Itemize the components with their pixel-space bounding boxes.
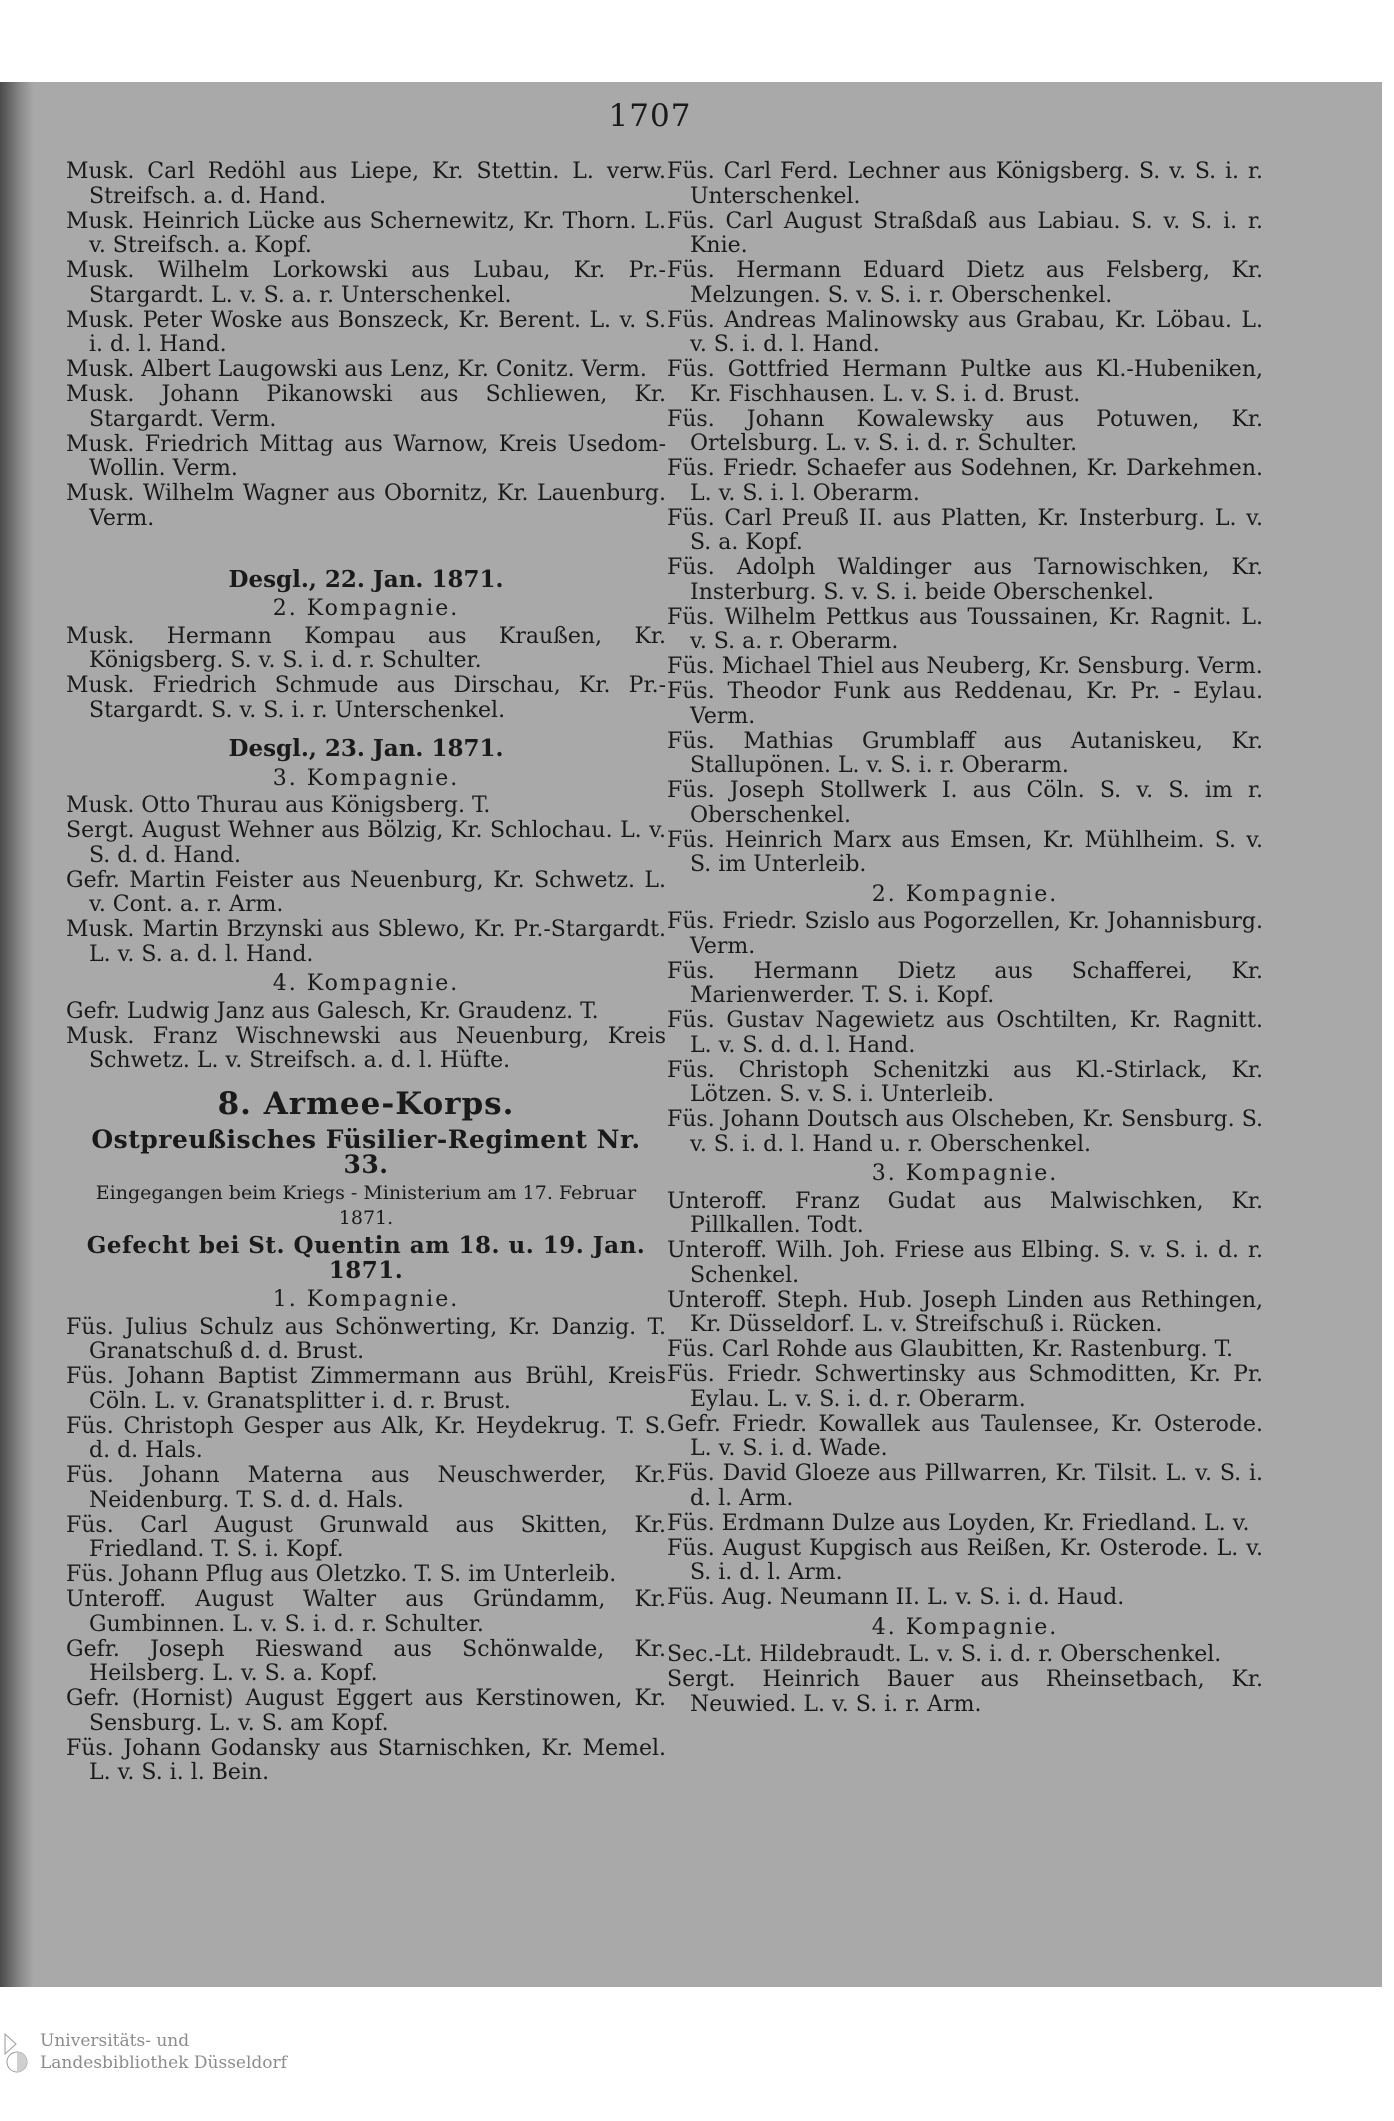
left-column — [66, 160, 666, 1786]
company-line: 1. Kompagnie. — [272, 1287, 460, 1312]
casualty-entry: Füs. Johann Pflug aus Oletzko. T. S. im Unterleib. — [66, 1562, 617, 1587]
library-name-line2: Landesbibliothek Düsseldorf — [40, 2053, 287, 2073]
casualty-entry: Füs. Carl Rohde aus Glaubitten, Kr. Rastenburg. T. — [667, 1337, 1234, 1362]
casualty-entry: Musk. Johann Pikanowski aus Schliewen, Kr. Stargardt. Verm. — [66, 382, 666, 432]
casualty-entry: Füs. Johann Godansky aus Starnischken, Kr. Memel. L. v. S. i. l. Bein. — [66, 1735, 666, 1785]
ulb-logo-icon — [2, 2030, 32, 2074]
casualty-entry: Unteroff. Franz Gudat aus Malwischken, Kr. Pillkallen. Todt. — [667, 1188, 1263, 1238]
received-line: Eingegangen beim Kriegs - Ministerium am 17. Februar 1871. — [95, 1182, 637, 1229]
casualty-entry: Füs. Christoph Schenitzki aus Kl.-Stirlack, Kr. Lötzen. S. v. S. i. Unterleib. — [667, 1057, 1263, 1107]
right-column — [667, 160, 1263, 1718]
corps-line: 8. Armee-Korps. — [217, 1085, 515, 1122]
casualty-entry: Füs. Carl August Grunwald aus Skitten, Kr. Friedland. T. S. i. Kopf. — [66, 1512, 666, 1562]
heading-line: Desgl., 22. Jan. 1871. — [228, 565, 504, 593]
casualty-entry: Füs. Friedr. Schwertinsky aus Schmoditten, Kr. Pr. Eylau. L. v. S. i. d. r. Oberarm. — [667, 1362, 1263, 1412]
casualty-entry: Gefr. Friedr. Kowallek aus Taulensee, Kr. Osterode. L. v. S. i. d. Wade. — [667, 1411, 1263, 1461]
casualty-entry: Füs. Wilhelm Pettkus aus Toussainen, Kr. Ragnit. L. v. S. a. r. Oberarm. — [667, 604, 1263, 654]
library-name — [40, 2030, 287, 2074]
casualty-entry: Musk. Wilhelm Lorkowski aus Lubau, Kr. Pr.-Stargardt. L. v. S. a. r. Unterschenkel. — [66, 258, 666, 308]
casualty-entry: Unteroff. August Walter aus Gründamm, Kr. Gumbinnen. L. v. S. i. d. r. Schulter. — [66, 1587, 666, 1637]
casualty-entry: Füs. Aug. Neumann II. L. v. S. i. d. Haud. — [667, 1585, 1125, 1610]
casualty-entry: Füs. David Gloeze aus Pillwarren, Kr. Tilsit. L. v. S. i. d. l. Arm. — [667, 1461, 1263, 1511]
company-line: 2. Kompagnie. — [871, 881, 1059, 907]
casualty-entry: Musk. Hermann Kompau aus Kraußen, Kr. Königsberg. S. v. S. i. d. r. Schulter. — [66, 623, 666, 673]
casualty-entry: Füs. Heinrich Marx aus Emsen, Kr. Mühlheim. S. v. S. im Unterleib. — [667, 827, 1263, 877]
casualty-entry: Unteroff. Steph. Hub. Joseph Linden aus Rethingen, Kr. Düsseldorf. L. v. Streifschuß i. Rücken. — [667, 1287, 1263, 1337]
company-line: 4. Kompagnie. — [272, 971, 460, 996]
battle-line: Gefecht bei St. Quentin am 18. u. 19. Jan. 1871. — [86, 1232, 646, 1284]
casualty-entry: Sergt. Heinrich Bauer aus Rheinsetbach, Kr. Neuwied. L. v. S. i. r. Arm. — [667, 1667, 1263, 1717]
casualty-entry: Musk. Heinrich Lücke aus Schernewitz, Kr. Thorn. L. v. Streifsch. a. Kopf. — [66, 208, 666, 258]
casualty-entry: Musk. Franz Wischnewski aus Neuenburg, Kreis Schwetz. L. v. Streifsch. a. d. l. Hüfte. — [66, 1023, 666, 1073]
company-line: 2. Kompagnie. — [272, 596, 460, 621]
casualty-entry: Füs. Friedr. Szislo aus Pogorzellen, Kr. Johannisburg. Verm. — [667, 909, 1263, 959]
company-line: 3. Kompagnie. — [272, 765, 460, 791]
casualty-entry: Gefr. Joseph Rieswand aus Schönwalde, Kr. Heilsberg. L. v. S. a. Kopf. — [66, 1636, 666, 1686]
casualty-entry: Füs. Gustav Nagewietz aus Oschtilten, Kr. Ragnitt. L. v. S. d. d. l. Hand. — [667, 1008, 1263, 1058]
casualty-entry: Musk. Friedrich Mittag aus Warnow, Kreis Usedom-Wollin. Verm. — [66, 431, 666, 481]
spacer-line — [66, 532, 666, 554]
library-name-line1: Universitäts- und — [40, 2031, 190, 2051]
casualty-entry: Füs. Carl Ferd. Lechner aus Königsberg. S. v. S. i. r. Unterschenkel. — [667, 159, 1263, 209]
casualty-entry: Sec.-Lt. Hildebraudt. L. v. S. i. d. r. Oberschenkel. — [667, 1642, 1222, 1667]
casualty-entry: Füs. Johann Kowalewsky aus Potuwen, Kr. Ortelsburg. L. v. S. i. d. r. Schulter. — [667, 406, 1263, 456]
regiment-line: Ostpreußisches Füsilier-Regiment Nr. 33. — [91, 1125, 641, 1179]
casualty-entry: Unteroff. Wilh. Joh. Friese aus Elbing. S. v. S. i. d. r. Schenkel. — [667, 1238, 1263, 1288]
casualty-entry: Füs. Gottfried Hermann Pultke aus Kl.-Hubeniken, Kr. Fischhausen. L. v. S. i. d. Brust. — [667, 357, 1263, 407]
casualty-entry: Füs. Erdmann Dulze aus Loyden, Kr. Friedland. L. v. — [667, 1510, 1250, 1536]
casualty-entry: Füs. August Kupgisch aus Reißen, Kr. Osterode. L. v. S. i. d. l. Arm. — [667, 1535, 1263, 1585]
page-number: 1707 — [608, 98, 692, 134]
casualty-entry: Füs. Theodor Funk aus Reddenau, Kr. Pr. - Eylau. Verm. — [667, 679, 1263, 729]
casualty-entry: Füs. Andreas Malinowsky aus Grabau, Kr. Löbau. L. v. S. i. d. l. Hand. — [667, 307, 1263, 357]
casualty-entry: Füs. Friedr. Schaefer aus Sodehnen, Kr. Darkehmen. L. v. S. i. l. Oberarm. — [667, 456, 1263, 506]
casualty-entry: Musk. Friedrich Schmude aus Dirschau, Kr. Pr.-Stargardt. S. v. S. i. r. Unterschenkel. — [66, 673, 666, 723]
casualty-entry: Musk. Martin Brzynski aus Sblewo, Kr. Pr.-Stargardt. L. v. S. a. d. l. Hand. — [66, 917, 666, 967]
casualty-entry: Musk. Carl Redöhl aus Liepe, Kr. Stettin. L. verw. Streifsch. a. d. Hand. — [66, 159, 666, 209]
casualty-entry: Füs. Hermann Eduard Dietz aus Felsberg, Kr. Melzungen. S. v. S. i. r. Oberschenkel. — [667, 258, 1263, 308]
casualty-entry: Füs. Christoph Gesper aus Alk, Kr. Heydekrug. T. S. d. d. Hals. — [66, 1413, 666, 1463]
casualty-entry: Füs. Carl August Straßdaß aus Labiau. S. v. S. i. r. Knie. — [667, 208, 1263, 258]
casualty-entry: Musk. Wilhelm Wagner aus Obornitz, Kr. Lauenburg. Verm. — [66, 481, 666, 531]
company-line: 3. Kompagnie. — [871, 1161, 1059, 1186]
company-line: 4. Kompagnie. — [871, 1614, 1059, 1640]
casualty-entry: Gefr. (Hornist) August Eggert aus Kerstinowen, Kr. Sensburg. L. v. S. am Kopf. — [66, 1686, 666, 1736]
casualty-entry: Sergt. August Wehner aus Bölzig, Kr. Schlochau. L. v. S. d. d. Hand. — [66, 818, 666, 868]
casualty-entry: Füs. Johann Materna aus Neuschwerder, Kr. Neidenburg. T. S. d. d. Hals. — [66, 1463, 666, 1513]
casualty-entry: Füs. Adolph Waldinger aus Tarnowischken, Kr. Insterburg. S. v. S. i. beide Oberschenkel. — [667, 555, 1263, 605]
casualty-entry: Füs. Julius Schulz aus Schönwerting, Kr. Danzig. T. Granatschuß d. d. Brust. — [66, 1314, 666, 1364]
casualty-entry: Füs. Hermann Dietz aus Schafferei, Kr. Marienwerder. T. S. i. Kopf. — [667, 958, 1263, 1008]
heading-line: Desgl., 23. Jan. 1871. — [228, 735, 504, 762]
casualty-entry: Füs. Carl Preuß II. aus Platten, Kr. Insterburg. L. v. S. a. Kopf. — [667, 505, 1263, 555]
casualty-entry: Musk. Otto Thurau aus Königsberg. T. — [66, 793, 491, 818]
casualty-entry: Füs. Johann Doutsch aus Olscheben, Kr. Sensburg. S. v. S. i. d. l. Hand u. r. Oberschenkel. — [667, 1107, 1263, 1157]
casualty-entry: Füs. Johann Baptist Zimmermann aus Brühl, Kreis Cöln. L. v. Granatsplitter i. d. r. Brust. — [66, 1364, 666, 1414]
library-footer — [0, 2028, 300, 2088]
casualty-entry: Gefr. Ludwig Janz aus Galesch, Kr. Graudenz. T. — [66, 998, 599, 1024]
casualty-entry: Musk. Albert Laugowski aus Lenz, Kr. Conitz. Verm. — [66, 357, 647, 382]
casualty-entry: Füs. Michael Thiel aus Neuberg, Kr. Sensburg. Verm. — [667, 654, 1263, 679]
casualty-entry: Gefr. Martin Feister aus Neuenburg, Kr. Schwetz. L. v. Cont. a. r. Arm. — [66, 867, 666, 917]
casualty-entry: Füs. Joseph Stollwerk I. aus Cöln. S. v. S. im r. Oberschenkel. — [667, 778, 1263, 828]
casualty-entry: Füs. Mathias Grumblaff aus Autaniskeu, Kr. Stallupönen. L. v. S. i. r. Oberarm. — [667, 728, 1263, 778]
casualty-entry: Musk. Peter Woske aus Bonszeck, Kr. Berent. L. v. S. i. d. l. Hand. — [66, 307, 666, 357]
page-binding-edge — [0, 82, 34, 1987]
